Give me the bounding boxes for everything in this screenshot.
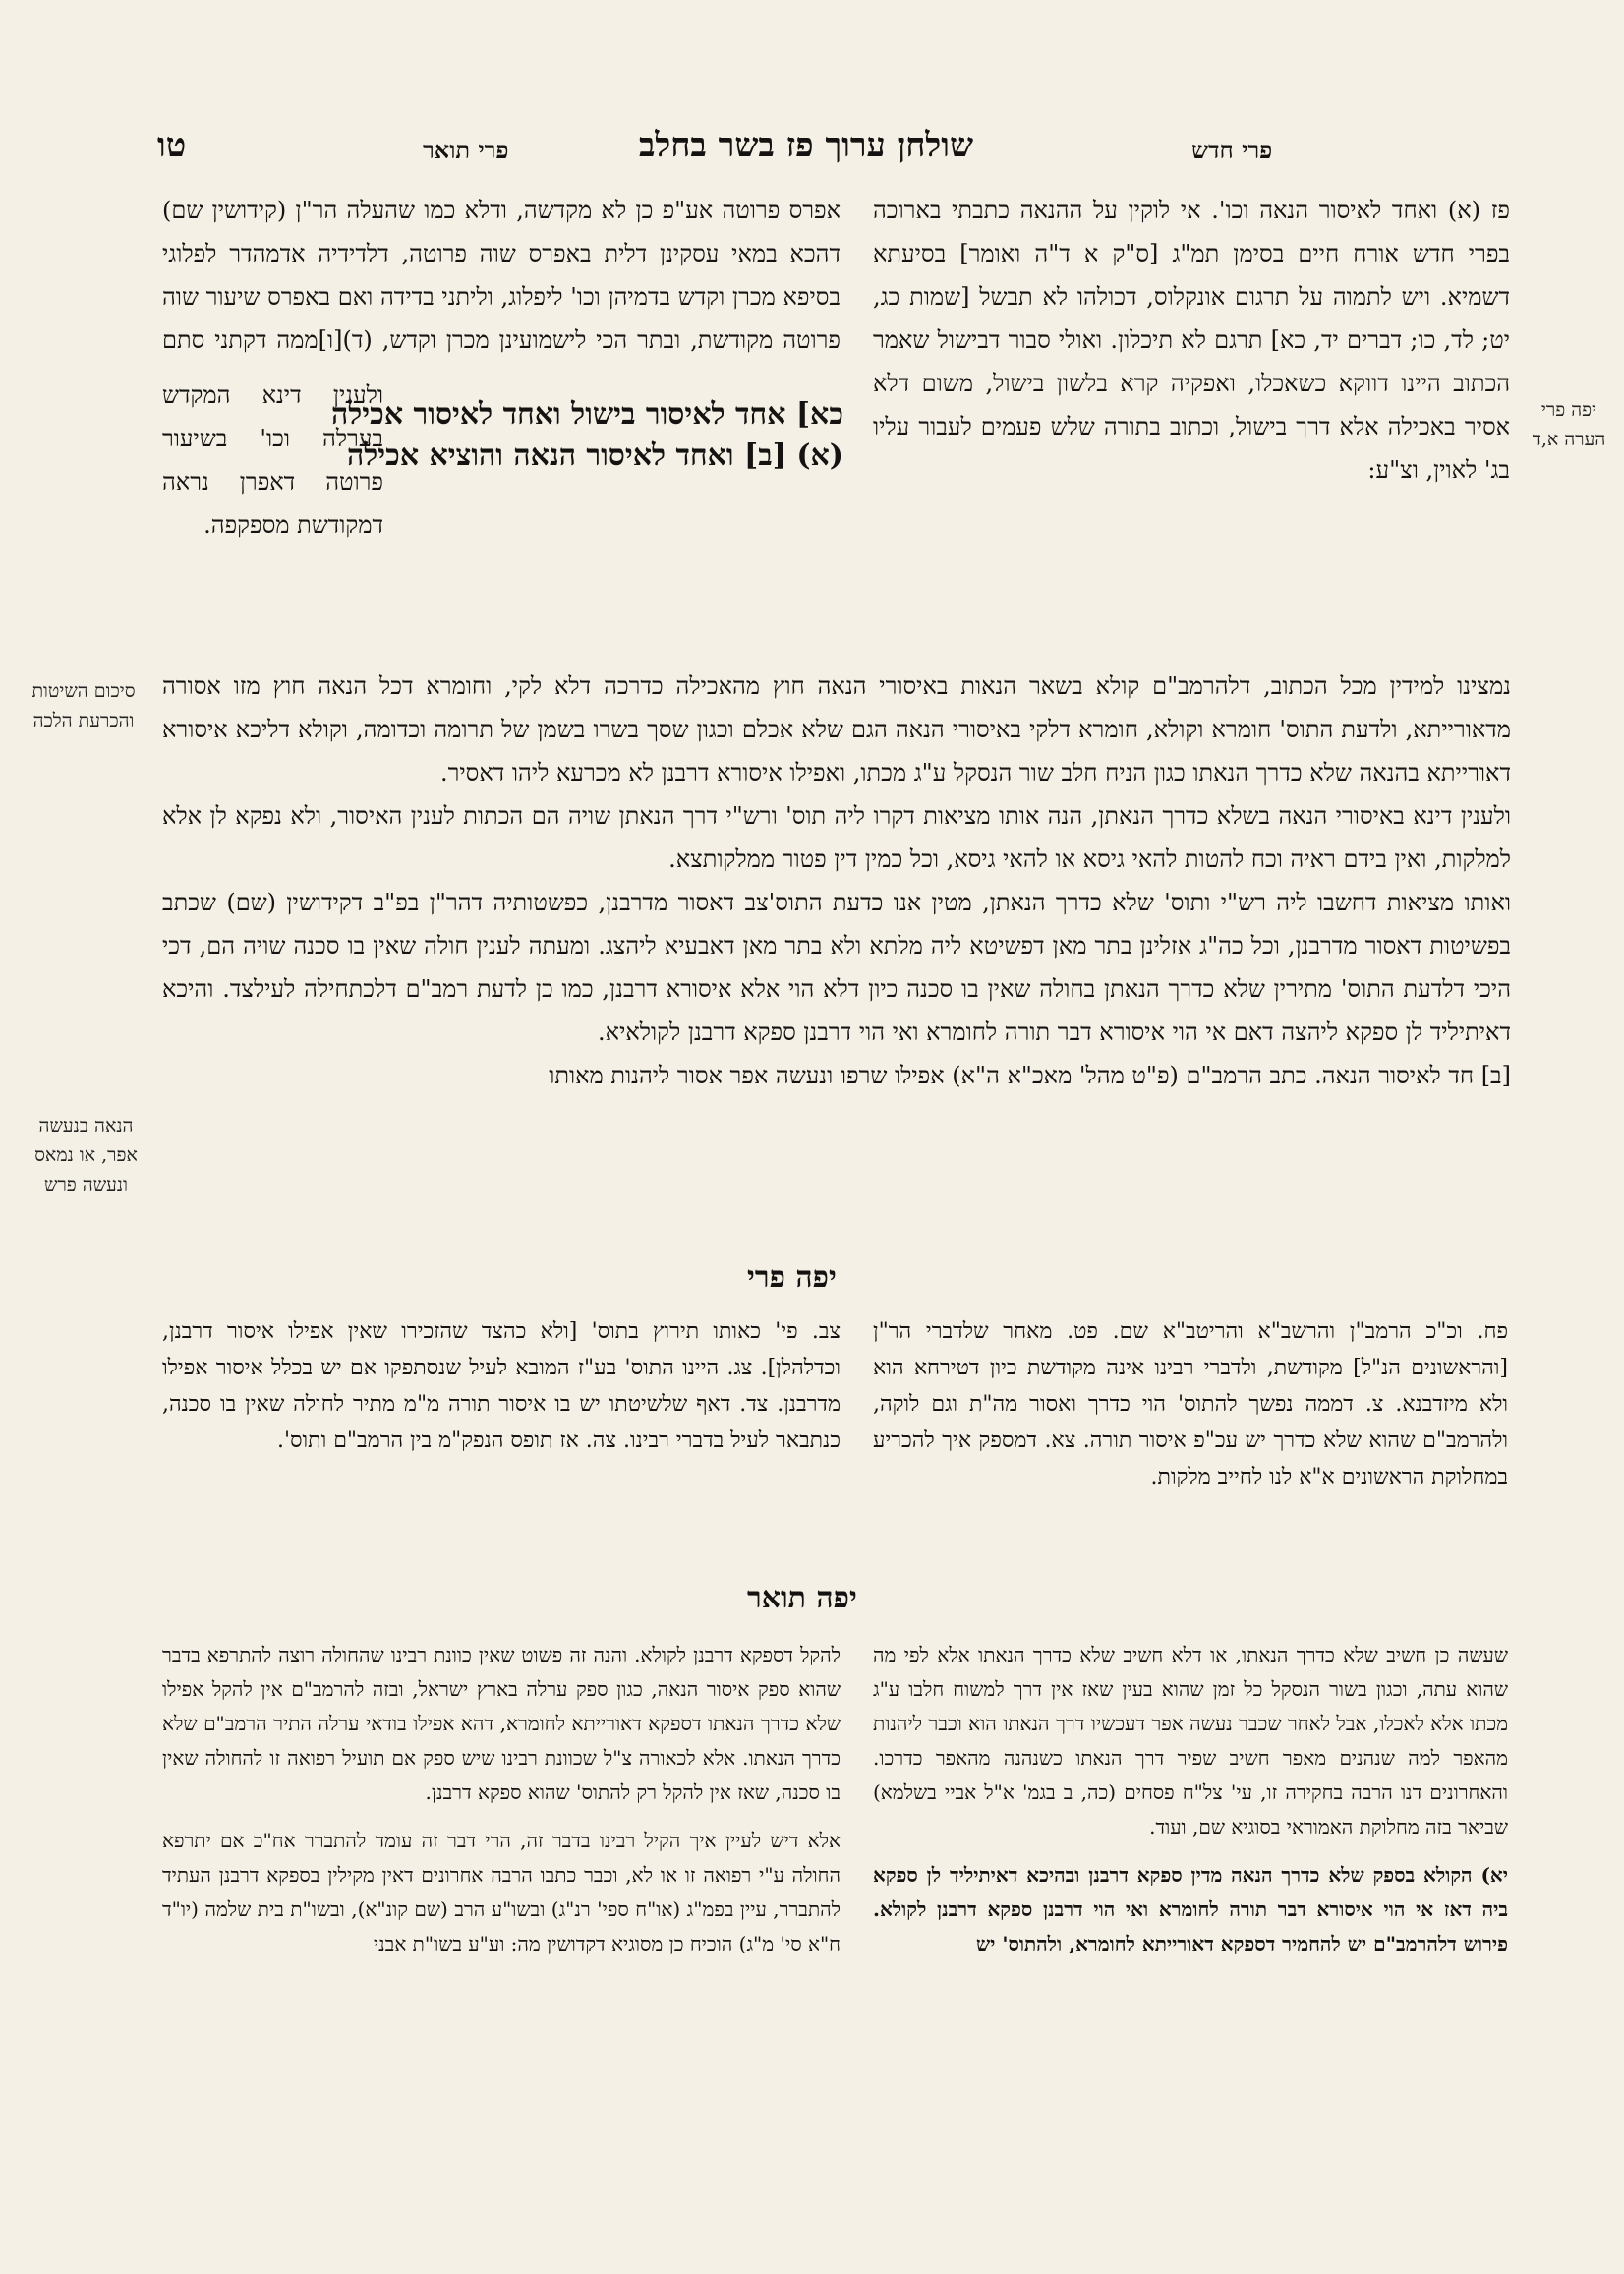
margin-note-summary: סיכום השיטות והכרעת הלכה xyxy=(31,680,136,731)
yafeh-toar-right-text-1: שעשה כן חשיב שלא כדרך הנאתו, או דלא חשיב שלא כדרך הנאתו אלא לפי מה שהוא עתה, וכגון בשור הנסקל כל זמן שהוא בעין שאז אין דרך למשוח חלבו ע"ג מכתו אלא לאכלו, אבל לאחר שכבר נעשה אפר דעכשיו דרך הנאתו הוא וכבר ליהנות מהאפר למה שנהנים מאפר חשיב שפיר דרך הנאתו כשנהנה מהאפר כדרכו. והאחרונים דנו הרבה בחקירה זו, עי' צל"ח פסחים (כה, ב בגמ' א"ל אביי בשלמא) שביאר בזה מחלוקת האמוראי בסוגיא שם, ועוד. xyxy=(873,1643,1508,1838)
yafeh-pri-left-text: צב. פי' כאותו תירוץ בתוס' [ולא כהצד שהזכירו שאין אפילו איסור דרבנן, וכדלהלן]. צג. היינו התוס' בע"ז המובא לעיל שנסתפקו אם יש בכלל איסור אפילו מדרבנן. צד. דאף שלשיטתו יש בו איסור תורה מ"מ מתיר לחולה שאין בו סכנה, כנתבאר לעיל בדברי רבינו. צה. אז תופס הנפק"מ בין הרמב"ם ותוס'. xyxy=(162,1319,841,1453)
yafeh-toar-right xyxy=(873,1638,1508,2181)
header-left-title: פרי תואר xyxy=(423,136,509,164)
paragraph-hanaah: [ב] חד לאיסור הנאה. כתב הרמב"ם (פ"ט מהל' מאכ"א ה"א) אפילו שרפו ונעשה אפר אסור ליהנות מאותו xyxy=(549,1062,1511,1089)
left-column-side-text: ולענין דינא המקדש בערלה וכו' בשיעור פרוטה דאפרן נראה דמקודשת מספקפה. xyxy=(162,381,383,539)
header-center-title: שולחן ערוך פז בשר בחלב xyxy=(639,126,974,165)
margin-note-yafeh: יפה פרי הערה א,ד xyxy=(1532,399,1606,450)
paragraph-halacha: ולענין דינא באיסורי הנאה בשלא כדרך הנאתן, הנה אותו מציאות דקרו ליה תוס' ורש"י דרך הנאתן שויה הם הכתות לענין האיסור, ולא נפקא לן אלא למלקות, ואין בידם ראיה וכח להטות להאי גיסא או להאי גיסא, וכל כמין דין פטור ממלקותצא. xyxy=(162,802,1511,873)
right-column xyxy=(873,189,1510,667)
yafeh-pri-title: יפה פרי xyxy=(747,1260,837,1295)
paragraph-summary: נמצינו למידין מכל הכתוב, דלהרמב"ם קולא בשאר הנאות באיסורי הנאה חוץ מהאכילה כדרכה דלא לקי, וחומרא דכל הנאה חוץ מזו אסורה מדאורייתא, ולדעת התוס' חומרא וקולא, חומרא דלקי באיסורי הנאה הגם שלא אכלם וכגון שסך בשרו בשמן של תרומה וכדומה, וקולא דליכא איסורא דאורייתא בהנאה שלא כדרך הנאתו כגון הניח חלב שור הנסקל ע"ג מכתו, ואפילו איסורא דרבנן לא מכרעא ליהו דאסיר. xyxy=(162,672,1511,787)
yafeh-pri-right-text: פח. וכ"כ הרמב"ן והרשב"א והריטב"א שם. פט. מאחר שלדברי הר"ן [והראשונים הנ"ל] מקודשת, ולדברי רבינו אינה מקודשת כיון דטירחא הוא ולא מיזדבנא. צ. דממה נפשך להתוס' הוי כדרך ואסור מה"ת וגם לוקה, ולהרמב"ם שהוא שלא כדרך יש עכ"פ איסור תורה. צא. דמספק איך להכריע במחלוקת הראשונים א"א לנו לחייב מלקות. xyxy=(873,1319,1508,1489)
page-number: טו xyxy=(157,126,187,165)
yafeh-pri-right xyxy=(873,1313,1508,1559)
section-subtitle: (א) [ב] ואחד לאיסור הנאה והוציא אכילה xyxy=(347,438,843,473)
yafeh-toar-right-text-2: יא) הקולא בספק שלא כדרך הנאה מדין ספקא דרבנן ובהיכא דאיתיליד לן ספקא ביה דאז אי הוי איסורא דבר תורה לחומרא ואי הוי דרבנן ספקא דרבנן לקולא. פירוש דלהרמב"ם יש להחמיר דספקא דאורייתא לחומרא, ולהתוס' יש xyxy=(873,1863,1508,1955)
left-column-upper xyxy=(162,189,841,362)
wide-text-block xyxy=(162,665,1511,1260)
header-right-title: פרי חדש xyxy=(1191,136,1273,164)
left-column-side xyxy=(162,374,383,551)
yafeh-pri-left xyxy=(162,1313,841,1559)
yafeh-toar-left-text-2: אלא דיש לעיין איך הקיל רבינו בדבר זה, הרי דבר זה עומד להתברר אח"כ אם יתרפא החולה ע"י רפואה זו או לא, וכבר כתבו הרבה אחרונים דאין מקילין בספקא דרבנן העתיד להתברר, עיין בפמ"ג (או"ח ספי' רנ"ג) ובשו"ע הרב (שם קונ"א), ובשו"ת בית שלמה (יו"ד ח"א סי' מ"ג) הוכיח כן מסוגיא דקדושין מה: וע"ע בשו"ת אבני xyxy=(162,1829,841,1955)
section-title: כא] אחד לאיסור בישול ואחד לאיסור אכילה xyxy=(331,397,843,432)
yafeh-toar-title: יפה תואר xyxy=(747,1581,857,1615)
right-column-paragraph: פז (א) ואחד לאיסור הנאה וכו'. אי לוקין על ההנאה כתבתי בארוכה בפרי חדש אורח חיים בסימן תמ"ג [ס"ק א ד"ה ואומר] בסיעתא דשמיא. ויש לתמוה על תרגום אונקלוס, דכולהו לא תבשל [שמות כג, יט; לד, כו; דברים יד, כא] תרגם לא תיכלון. ואולי סבור דבישול שאמר הכתוב היינו דווקא כשאכלו, ואפקיה קרא בלשון בישול, משום דלא אסיר באכילה אלא דרך בישול, וכתוב בתורה שלש פעמים לעבור עליו בג' לאוין, וצ"ע: xyxy=(873,197,1510,484)
paragraph-opinions: ואותו מציאות דחשבו ליה רש"י ותוס' שלא כדרך הנאתן, מטין אנו כדעת התוס'צב דאסור מדרבנן, כפשטותיה דהר"ן בפ"ב דקידושין (שם) שכתב בפשיטות דאסור מדרבנן, וכל כה"ג אזלינן בתר מאן דפשיטא ליה מלתא ולא בתר מאן דאבעיא ליהצג. ומעתה לענין חולה שאין בו סכנה שויה הם, דכי היכי דלדעת התוס' מתירין שלא כדרך הנאתן בחולה שאין בו סכנה כיון דלא הוי אלא איסורא דרבנן, כמו כן לדעת רמב"ם דלכתחילה לעילצד. והיכא דאיתיליד לן ספקא ליהצה דאם אי הוי איסורא דבר תורה לחומרא ואי הוי דרבנן ספקא דרבנן לקולאיא. xyxy=(162,889,1511,1046)
left-column-paragraph: אפרס פרוטה אע"פ כן לא מקדשה, ודלא כמו שהעלה הר"ן (קידושין שם) דהכא במאי עסקינן דלית באפרס שוה פרוטה, דלדידיה אדמהדר לפלוגי בסיפא מכרן וקדש בדמיהן וכו' ליפלוג, וליתני בדידה ואם באפרס שיעור שוה פרוטה מקודשת, ובתר הכי לישמועינן מכרן וקדש, (ד)[ו]ממה דקתני סתם xyxy=(162,197,841,354)
margin-note-hanaah: הנאה בנעשה אפר, או נמאס ונעשה פרש xyxy=(34,1115,138,1195)
yafeh-toar-left xyxy=(162,1638,841,2181)
yafeh-toar-left-text-1: להקל דספקא דרבנן לקולא. והנה זה פשוט שאין כוונת רבינו שהחולה רוצה להתרפא בדבר שהוא ספק איסור הנאה, כגון ספק ערלה בארץ ישראל, ובזה להרמב"ם אין להקל אפילו שלא כדרך הנאתו דספקא דאורייתא לחומרא, דהא אפילו בודאי ערלה התיר הרמב"ם שלא כדרך הנאתו. אלא לכאורה צ"ל שכוונת רבינו שיש ספק אם תועיל רפואה זו להחולה שאין בו סכנה, שאז אין להקל רק להתוס' שהוא ספקא דרבנן. xyxy=(162,1643,841,1804)
